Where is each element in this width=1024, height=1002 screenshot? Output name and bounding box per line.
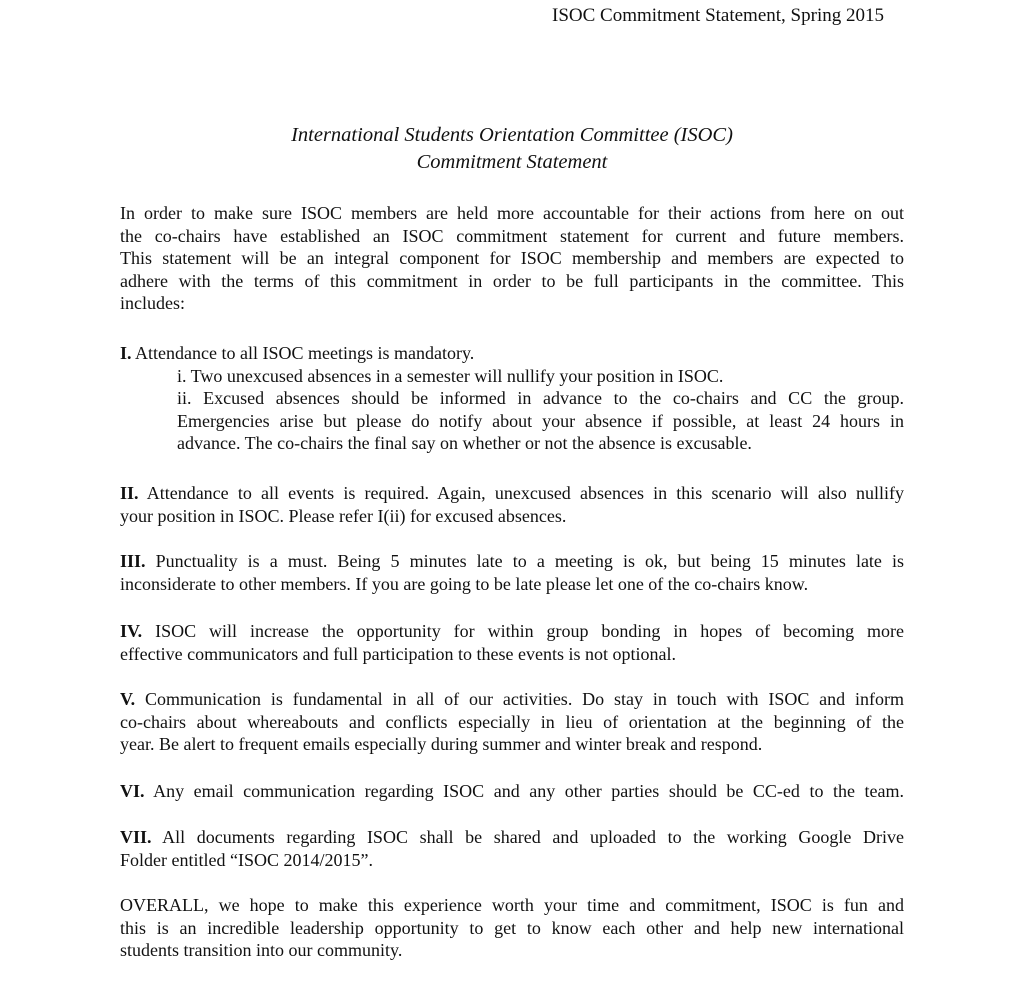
intro-paragraph <box>120 202 904 315</box>
item-number: V. <box>120 689 136 709</box>
text-line: In order to make sure ISOC members are held more accountable for their actions from here on out <box>120 203 904 223</box>
item-text: Attendance to all events is required. Again, unexcused absences in this scenario will also nullify <box>146 483 904 503</box>
text-line: adhere with the terms of this commitment in order to be full participants in the committee. This <box>120 270 904 291</box>
text-line: includes: <box>120 293 185 314</box>
text-line <box>120 482 904 505</box>
item-number: III. <box>120 551 146 571</box>
item-number: IV. <box>120 621 143 641</box>
text-line: your position in ISOC. Please refer I(ii) for excused absences. <box>120 505 567 526</box>
item-text: Communication is fundamental in all of our activities. Do stay in touch with ISOC and inform <box>145 689 904 709</box>
text-line: year. Be alert to frequent emails especially during summer and winter break and respond. <box>120 734 763 755</box>
text-line: advance. The co-chairs the final say on whether or not the absence is excusable. <box>177 433 752 454</box>
text-line <box>120 826 904 849</box>
item-IV <box>120 620 904 665</box>
text-line: This statement will be an integral component for ISOC membership and members are expected to <box>120 248 904 269</box>
item-number: II. <box>120 483 139 503</box>
text-line: this is an incredible leadership opportunity to get to know each other and help new international <box>120 917 904 938</box>
item-I <box>120 342 904 455</box>
item-text: Attendance to all ISOC meetings is mandatory. <box>135 343 475 363</box>
item-text: ISOC will increase the opportunity for within group bonding in hopes of becoming more <box>155 621 904 641</box>
item-VII <box>120 826 904 871</box>
item-text: Any email communication regarding ISOC and any other parties should be CC-ed to the team. <box>153 781 904 801</box>
item-number: I. <box>120 343 132 363</box>
item-text: All documents regarding ISOC shall be shared and uploaded to the working Google Drive <box>162 827 904 847</box>
item-III <box>120 550 904 595</box>
text-line <box>120 688 904 711</box>
text-line: Emergencies arise but please do notify about your absence if possible, at least 24 hours in <box>177 410 904 431</box>
text-line: co-chairs about whereabouts and conflicts especially in lieu of orientation at the beginning of the <box>120 711 904 732</box>
text-line: the co-chairs have established an ISOC commitment statement for current and future members. <box>120 225 904 246</box>
item-number: VI. <box>120 781 145 801</box>
item-II <box>120 482 904 527</box>
item-text: Punctuality is a must. Being 5 minutes late to a meeting is ok, but being 15 minutes late is <box>155 551 905 571</box>
text-line: inconsiderate to other members. If you are going to be late please let one of the co-chairs know. <box>120 573 809 594</box>
sub-item-ii: ii. Excused absences should be informed in advance to the co-chairs and CC the group. <box>177 388 904 409</box>
text-line <box>120 550 904 573</box>
text-line: effective communicators and full participation to these events is not optional. <box>120 643 677 664</box>
text-line: students transition into our community. <box>120 940 403 961</box>
item-VI <box>120 780 904 803</box>
text-line: Folder entitled “ISOC 2014/2015”. <box>120 849 373 870</box>
item-number: VII. <box>120 827 152 847</box>
document-subtitle: Commitment Statement <box>416 151 608 173</box>
text-line <box>120 780 904 803</box>
sub-item-i: i. Two unexcused absences in a semester will nullify your position in ISOC. <box>177 365 724 386</box>
item-V <box>120 688 904 756</box>
text-line <box>120 620 904 643</box>
closing-paragraph <box>120 894 904 962</box>
running-header: ISOC Commitment Statement, Spring 2015 <box>552 5 884 26</box>
text-line <box>120 342 904 365</box>
text-line: OVERALL, we hope to make this experience worth your time and commitment, ISOC is fun and <box>120 895 904 915</box>
document-title: International Students Orientation Committee (ISOC) <box>291 124 733 146</box>
